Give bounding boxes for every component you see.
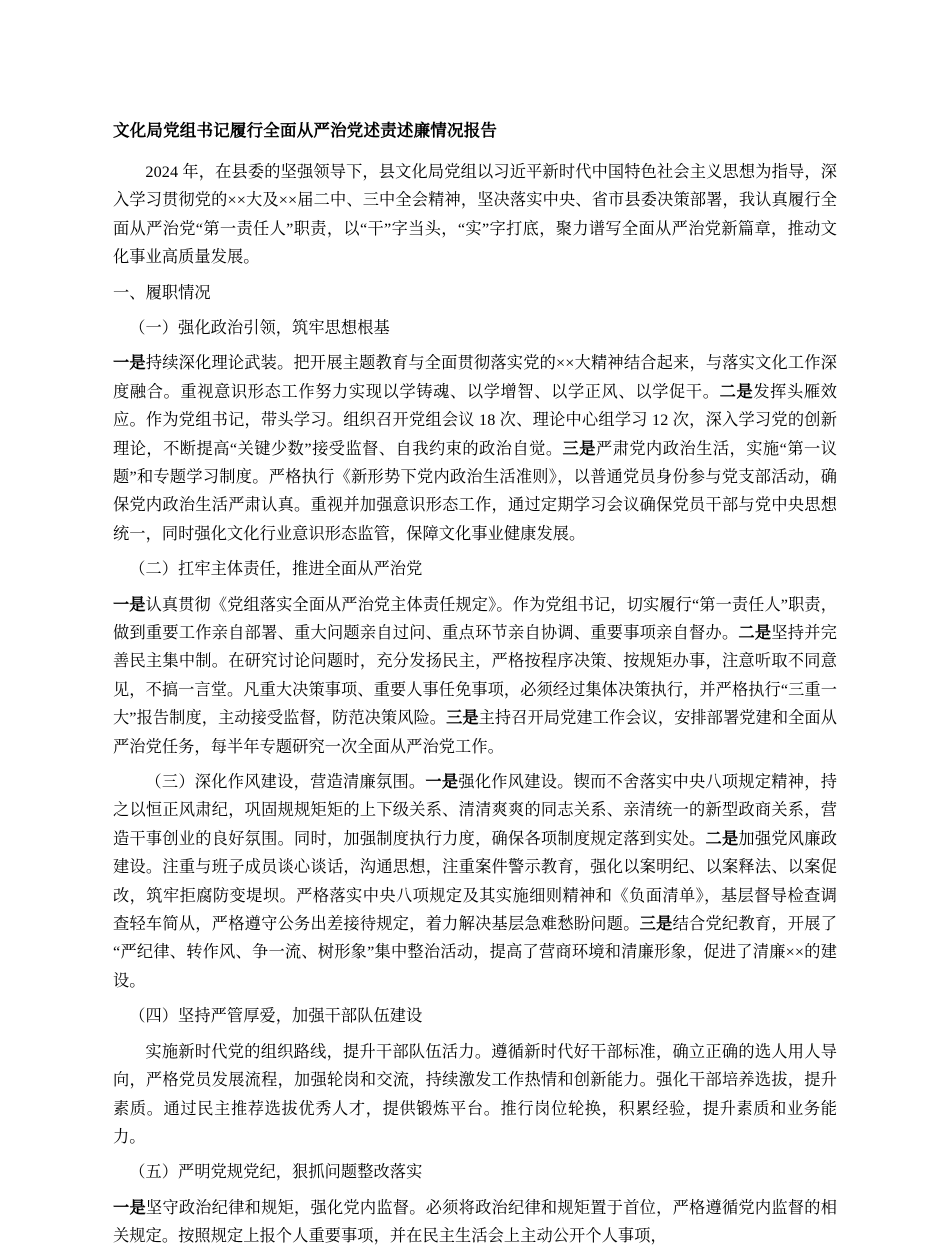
text-run: 发挥头雁效应。作为党组书记，带头学习。组织召开党组会议 18 次、理论中心组学习 12 次，深入学习党的创新理论，不断提高“关键少数”接受监督、自我约束的政治自觉。 xyxy=(113,382,837,458)
text-run: 结合党纪教育，开展了“严纪律、转作风、争一流、树形象”集中整治活动，提高了营商环境和清廉形象，促进了清廉××的建设。 xyxy=(113,915,838,990)
emphasis-run: 一是 xyxy=(425,773,459,792)
body-1-1 xyxy=(113,349,837,548)
body-1-5 xyxy=(113,1194,837,1251)
text-run: 加强党风廉政建设。注重与班子成员谈心谈话，沟通思想，注重案件警示教育，强化以案明纪、以案释法、以案促改，筑牢拒腐防变堤坝。严格落实中央八项规定及其实施细则精神和《负面清单》，基层督导检查调查轻车简从，严格遵守公务出差接待规定，着力解决基层急难愁盼问题。 xyxy=(113,829,837,934)
subsection-1-1: （一）强化政治引领，筑牢思想根基 xyxy=(129,318,390,337)
subsection-1-4: （四）坚持严管厚爱，加强干部队伍建设 xyxy=(129,1007,423,1026)
emphasis-run: 一是 xyxy=(113,1198,146,1217)
document-body xyxy=(113,158,837,1251)
intro: 2024 年，在县委的坚强领导下，县文化局党组以习近平新时代中国特色社会主义思想为指导，深入学习贯彻党的××大及××届二中、三中全会精神，坚决落实中央、省市县委决策部署，我认真履行全面从严治党“第一责任人”职责，以“干”字当头，“实”字打底，聚力谱写全面从严治党新篇章，推动文化事业高质量发展。 xyxy=(113,162,837,267)
text-run: 坚持并完善民主集中制。在研究讨论问题时，充分发扬民主，严格按程序决策、按规矩办事，注意听取不同意见，不搞一言堂。凡重大决策事项、重要人事任免事项，必须经过集体决策执行，并严格执行“三重一大”报告制度，主动接受监督，防范决策风险。 xyxy=(113,624,838,728)
page-title: 文化局党组书记履行全面从严治党述责述廉情况报告 xyxy=(113,122,498,140)
text-run: 认真贯彻《党组落实全面从严治党主体责任规定》。作为党组书记，切实履行“第一责任人”职责，做到重要工作亲自部署、重大问题亲自过问、重点环节亲自协调、重要事项亲自督办。 xyxy=(113,595,838,643)
text-run: 强化作风建设。锲而不舍落实中央八项规定精神，持之以恒正风肃纪，巩固规规矩矩的上下级关系、清清爽爽的同志关系、亲清统一的新型政商关系，营造干事创业的良好氛围。同时，加强制度执行力度，确保各项制度规定落到实处。 xyxy=(113,773,838,848)
body-1-3 xyxy=(113,768,837,995)
emphasis-run: 三是 xyxy=(639,915,673,934)
text-run: 持续深化理论武装。把开展主题教育与全面贯彻落实党的××大精神结合起来，与落实文化工作深度融合。重视意识形态工作努力实现以学铸魂、以学增智、以学正风、以学促干。 xyxy=(113,354,838,401)
emphasis-run: 一是 xyxy=(113,595,146,614)
body-1-2 xyxy=(113,591,837,761)
text-run: 坚守政治纪律和规矩，强化党内监督。必须将政治纪律和规矩置于首位，严格遵循党内监督的相关规定。按照规定上报个人重要事项，并在民主生活会上主动公开个人事项， xyxy=(113,1198,837,1246)
subsection-1-5: （五）严明党规党纪，狠抓问题整改落实 xyxy=(129,1163,423,1182)
emphasis-run: 一是 xyxy=(113,354,146,373)
subsection-1-2: （二）扛牢主体责任，推进全面从严治党 xyxy=(129,560,423,579)
emphasis-run: 二是 xyxy=(705,829,739,848)
text-run: （三）深化作风建设，营造清廉氛围。 xyxy=(145,773,426,792)
emphasis-run: 三是 xyxy=(562,439,596,458)
emphasis-run: 二是 xyxy=(738,624,772,643)
section-1: 一、履职情况 xyxy=(113,283,211,302)
text-run: 主持召开局党建工作会议，安排部署党建和全面从严治党任务，每半年专题研究一次全面从严治党工作。 xyxy=(113,709,837,756)
emphasis-run: 三是 xyxy=(446,709,479,728)
emphasis-run: 二是 xyxy=(719,382,754,401)
body-1-4: 实施新时代党的组织路线，提升干部队伍活力。遵循新时代好干部标准，确立正确的选人用人导向，严格党员发展流程，加强轮岗和交流，持续激发工作热情和创新能力。强化干部培养选拔，提升素质。通过民主推荐选拔优秀人才，提供锻炼平台。推行岗位轮换，积累经验，提升素质和业务能力。 xyxy=(113,1042,837,1146)
text-run: 严肃党内政治生活，实施“第一议题”和专题学习制度。严格执行《新形势下党内政治生活准则》，以普通党员身份参与党支部活动，确保党内政治生活严肃认真。重视并加强意识形态工作，通过定期学习会议确保党员干部与党中央思想统一，同时强化文化行业意识形态监管，保障文化事业健康发展。 xyxy=(113,439,838,543)
